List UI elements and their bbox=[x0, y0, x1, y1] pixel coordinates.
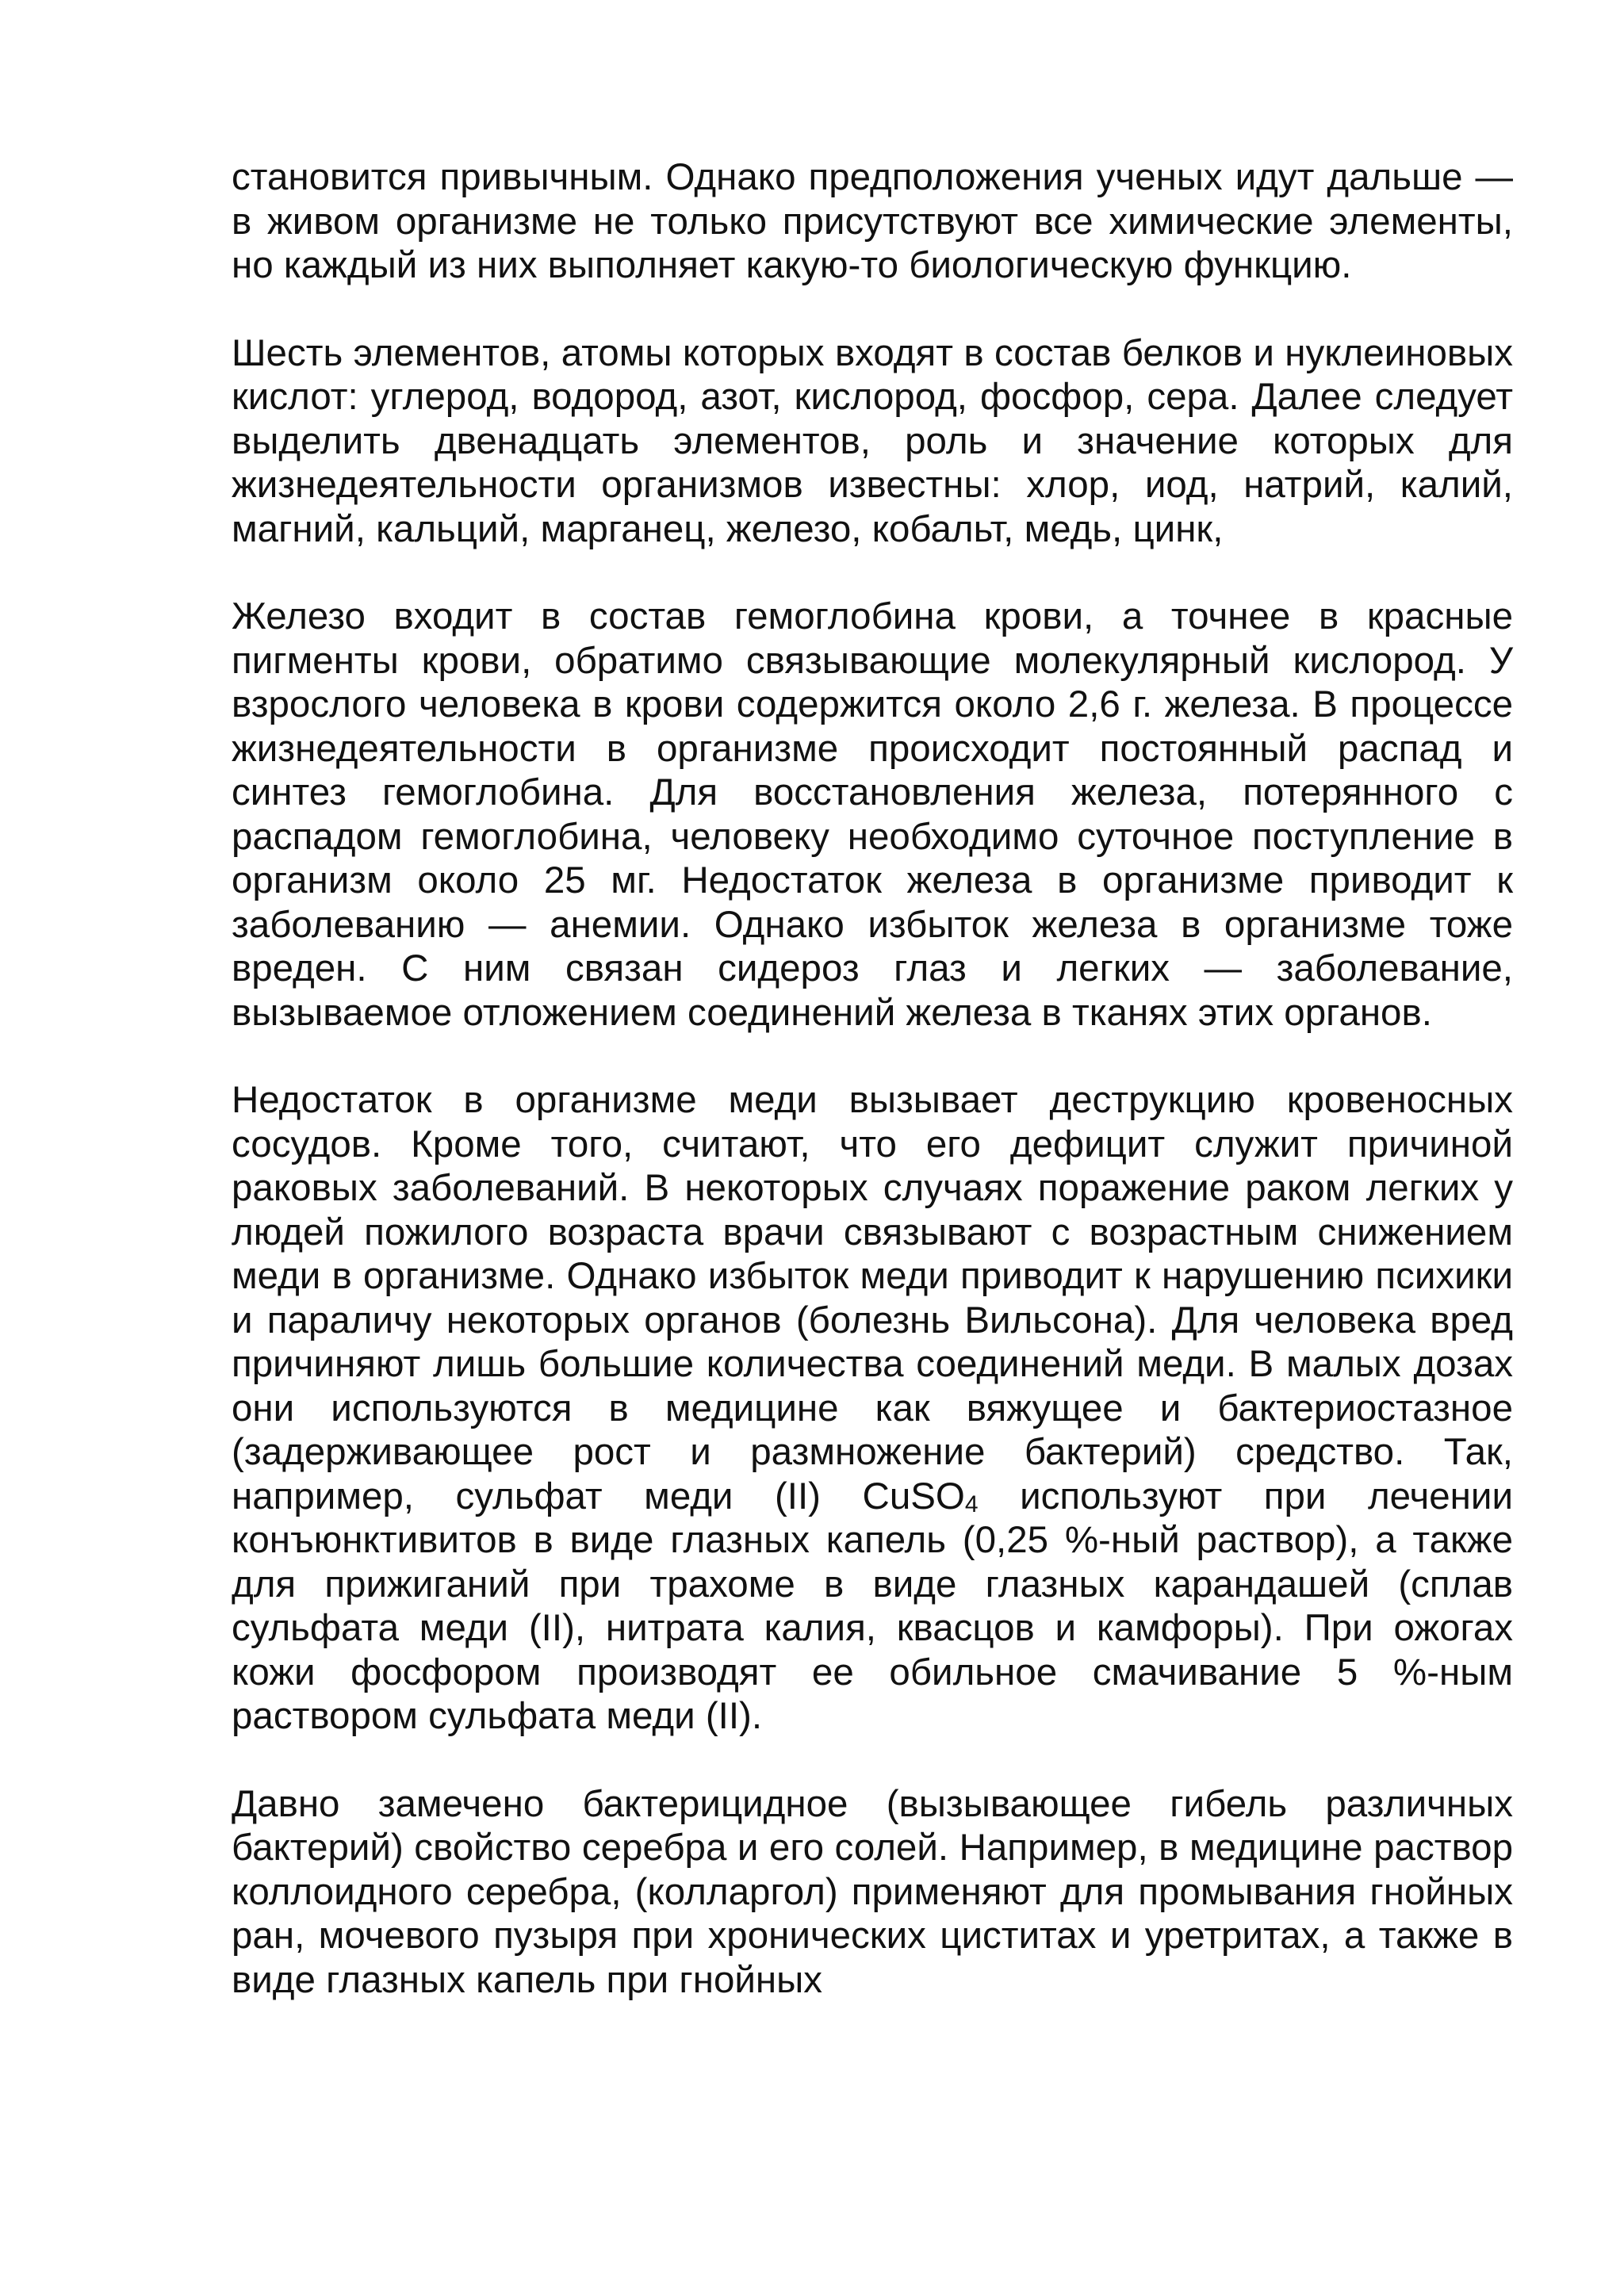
formula-main: CuSO bbox=[862, 1475, 965, 1517]
copper-text-after-formula: используют при лечении конъюнктивитов в виде глазных капель (0,25 %-ный раствор), а также для прижиганий при трахоме в виде глазных карандашей (сплав сульфата меди (II), нитрата калия, квасцов и камфоры). При ожогах кожи фосфором производят ее обильное смачивание 5 %-ным раствором сульфата меди (II). bbox=[232, 1475, 1513, 1737]
paragraph-iron: Железо входит в состав гемоглобина крови, а точнее в красные пигменты крови, обратимо связывающие молекулярный кислород. У взрослого человека в крови содержится около 2,6 г. железа. В процессе жизнедеятельности в организме происходит постоянный распад и синтез гемоглобина. Для восстановления железа, потерянного с распадом гемоглобина, человеку необходимо суточное поступление в организм около 25 мг. Недостаток железа в организме приводит к заболеванию — анемии. Однако избыток железа в организме тоже вреден. С ним связан сидероз глаз и легких — заболевание, вызываемое отложением соединений железа в тканях этих органов. bbox=[232, 595, 1513, 1034]
paragraph-essential-elements: Шесть элементов, атомы которых входят в состав белков и нуклеиновых кислот: углерод, водород, азот, кислород, фосфор, сера. Далее следует выделить двенадцать элементов, роль и значение которых для жизнедеятельности организмов известны: хлор, иод, натрий, калий, магний, кальций, марганец, железо, кобальт, медь, цинк, bbox=[232, 331, 1513, 550]
copper-sulfate-formula bbox=[863, 1475, 979, 1517]
paragraph-copper bbox=[232, 1078, 1513, 1739]
paragraph-biological-function: становится привычным. Однако предположения ученых идут дальше — в живом организме не только присутствуют все химические элементы, но каждый из них выполняет какую-то биологическую функцию. bbox=[232, 156, 1513, 286]
copper-text-before-formula: Недостаток в организме меди вызывает деструкцию кровеносных сосудов. Кроме того, считают, что его дефицит служит причиной раковых заболеваний. В некоторых случаях поражение раком легких у людей пожилого возраста врачи связывают с возрастным снижением меди в организме. Однако избыток меди приводит к нарушению психики и параличу некоторых органов (болезнь Вильсона). Для человека вред причиняют лишь большие количества соединений меди. В малых дозах они используются в медицине как вяжущее и бактериостазное (задерживающее рост и размножение бактерий) средство. Так, например, сульфат меди (II) bbox=[232, 1079, 1513, 1517]
paragraph-silver: Давно замечено бактерицидное (вызывающее гибель различных бактерий) свойство серебра и его солей. Например, в медицине раствор коллоидного серебра, (колларгол) применяют для промывания гнойных ран, мочевого пузыря при хронических циститах и уретритах, а также в виде глазных капель при гнойных bbox=[232, 1782, 1513, 2001]
document-page bbox=[232, 155, 1513, 2002]
formula-subscript: 4 bbox=[964, 1490, 979, 1517]
